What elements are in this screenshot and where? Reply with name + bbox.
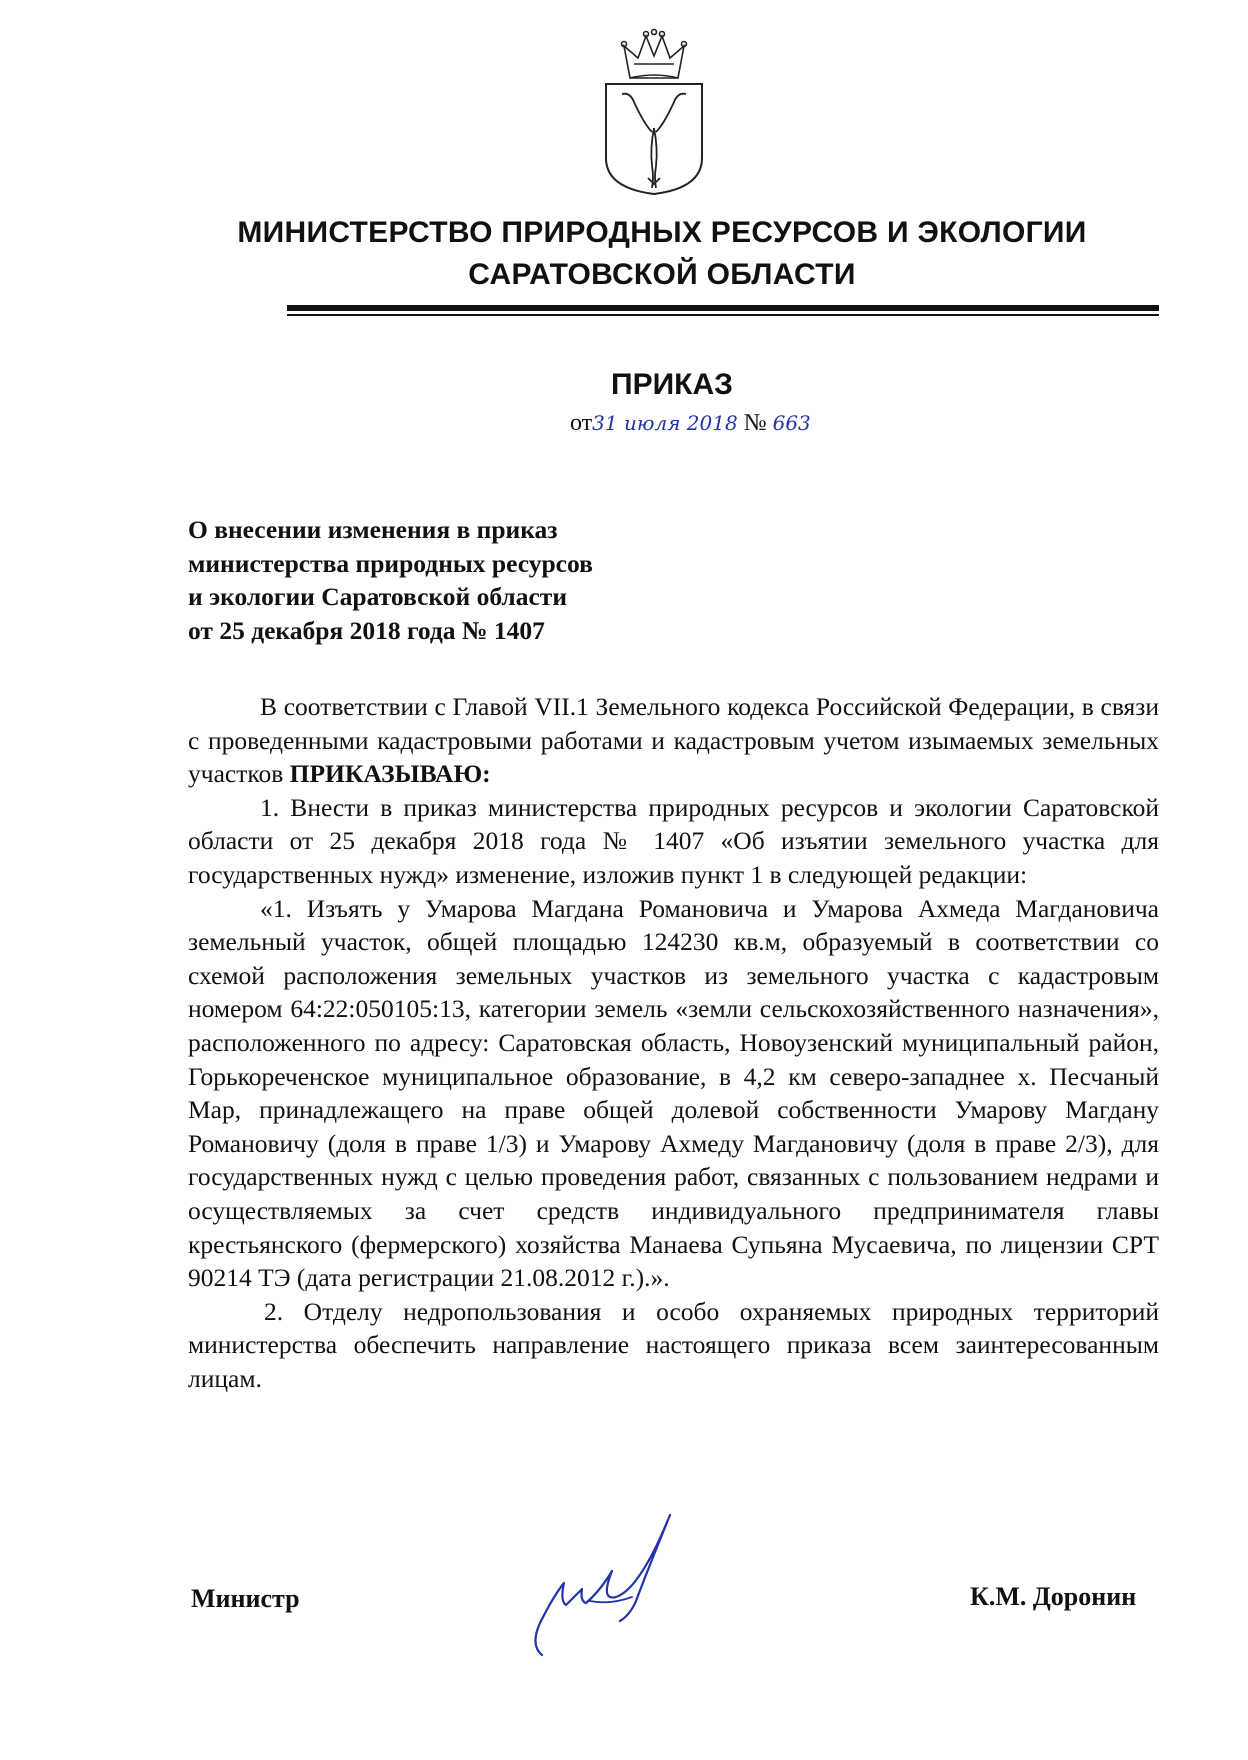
signatory-name: К.М. Доронин [970, 1582, 1137, 1611]
preamble-text: В соответствии с Главой VII.1 Земельного кодекса Российской Федерации, в связи с проведенными кадастровыми работами и кадастровым учетом изымаемых земельных участков [188, 692, 1159, 789]
preamble-paragraph [188, 690, 1159, 791]
order-date-line [570, 410, 811, 437]
item-1-quote-paragraph: «1. Изъять у Умарова Магдана Романовича и Умарова Ахмеда Магдановича земельный участок, общей площадью 124230 кв.м, образуемый в соответствии со схемой расположения земельных участков из земельного участка с кадастровым номером 64:22:050105:13, категории земель «земли сельскохозяйственного назначения», расположенного по адресу: Саратовская область, Новоузенский муниципальный район, Горькореченское муниципальное образование, в 4,2 км северо-западнее х. Песчаный Мар, принадлежащего на праве общей долевой собственности Умарову Магдану Романовичу (доля в праве 1/3) и Умарову Ахмеду Магдановичу (доля в праве 2/3), для государственных нужд с целью проведения работ, связанных с пользованием недрами и осуществляемых за счет средств индивидуального предпринимателя главы крестьянского (фермерского) хозяйства Манаева Супьяна Мусаевича, по лицензии СРТ 90214 ТЭ (дата регистрации 21.08.2012 г.).». [188, 893, 1159, 1293]
order-subject [188, 513, 593, 647]
item-1-paragraph: 1. Внести в приказ министерства природных ресурсов и экологии Саратовской области от 25 декабря 2018 года № 1407 «Об изъятии земельного участка для государственных нужд» изменение, изложив пункт 1 в следующей редакции: [188, 792, 1159, 889]
subject-line: О внесении изменения в приказ [188, 515, 558, 544]
signatory-role: Министр [191, 1584, 300, 1613]
coat-of-arms-icon [600, 28, 708, 198]
item-2-paragraph: 2. Отделу недропользования и особо охраняемых природных территорий министерства обеспечить направление настоящего приказа всем заинтересованным лицам. [188, 1296, 1159, 1393]
preamble-command: ПРИКАЗЫВАЮ: [289, 759, 491, 789]
header-divider-thin [287, 314, 1159, 316]
ministry-name-line1: МИНИСТЕРСТВО ПРИРОДНЫХ РЕСУРСОВ И ЭКОЛОГИИ [237, 216, 1087, 249]
order-body [188, 690, 1159, 1395]
number-prefix: № [743, 410, 767, 436]
header-divider-thick [287, 305, 1159, 311]
subject-line: министерства природных ресурсов [188, 548, 593, 578]
handwritten-number: 663 [772, 411, 811, 435]
ministry-name-line2: САРАТОВСКОЙ ОБЛАСТИ [468, 258, 856, 291]
subject-line: от 25 декабря 2018 года № 1407 [188, 615, 545, 645]
handwritten-date: 31 июля 2018 [592, 411, 738, 435]
document-type: ПРИКАЗ [611, 368, 733, 401]
handwritten-signature [520, 1505, 700, 1665]
subject-line: и экологии Саратовской области [188, 582, 568, 611]
date-prefix: от [570, 410, 593, 436]
